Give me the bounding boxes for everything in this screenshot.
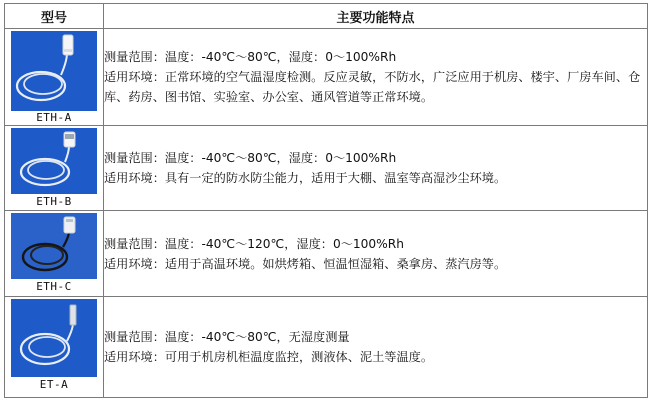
- sensor-photo: [11, 299, 97, 377]
- product-spec-table: [4, 3, 648, 398]
- measurement-range-text: 测量范围：温度：-40℃～80℃，湿度：0～100%Rh: [104, 50, 397, 64]
- model-code: ETH-B: [36, 195, 72, 208]
- measurement-range-text: 测量范围：温度：-40℃～80℃，湿度：0～100%Rh: [104, 151, 397, 165]
- table-row: [5, 126, 648, 211]
- applicable-environment-text: 适用环境：正常环境的空气温湿度检测。反应灵敏，不防水，广泛应用于机房、楼宇、厂房车间、仓库、药房、图书馆、实验室、办公室、通风管道等正常环境。: [104, 70, 641, 104]
- applicable-environment-text: 适用环境：可用于机房机柜温度监控，测液体、泥土等温度。: [104, 350, 434, 364]
- measurement-range-text: 测量范围：温度：-40℃～120℃，湿度：0～100%Rh: [104, 236, 404, 251]
- model-code: ET-A: [39, 378, 69, 391]
- table-header-row: [5, 4, 648, 29]
- model-column-header: 型号: [5, 4, 104, 29]
- features-cell: [104, 297, 648, 398]
- model-code: ETH-C: [36, 280, 72, 293]
- white-probe-icon: [11, 31, 97, 111]
- black-cable-probe-icon: [11, 213, 97, 279]
- sensor-photo: [11, 31, 97, 111]
- measurement-range-text: 测量范围：温度：-40℃～80℃，无湿度测量: [104, 330, 350, 344]
- features-cell: [104, 126, 648, 211]
- thin-metal-probe-icon: [11, 299, 97, 377]
- sensor-photo: [11, 213, 97, 279]
- table-row: [5, 211, 648, 297]
- sensor-photo: [11, 128, 97, 194]
- applicable-environment-text: 适用环境：适用于高温环境。如烘烤箱、恒温恒湿箱、桑拿房、蒸汽房等。: [104, 256, 507, 271]
- features-column-header: 主要功能特点: [104, 4, 648, 29]
- applicable-environment-text: 适用环境：具有一定的防水防尘能力，适用于大棚、温室等高湿沙尘环境。: [104, 171, 507, 185]
- model-cell: [5, 211, 104, 297]
- features-cell: [104, 29, 648, 126]
- model-code: ETH-A: [36, 111, 72, 124]
- model-cell: [5, 29, 104, 126]
- model-cell: [5, 126, 104, 211]
- table-row: [5, 297, 648, 398]
- table-row: [5, 29, 648, 126]
- white-probe-with-cap-icon: [11, 128, 97, 194]
- features-cell: [104, 211, 648, 297]
- model-cell: [5, 297, 104, 398]
